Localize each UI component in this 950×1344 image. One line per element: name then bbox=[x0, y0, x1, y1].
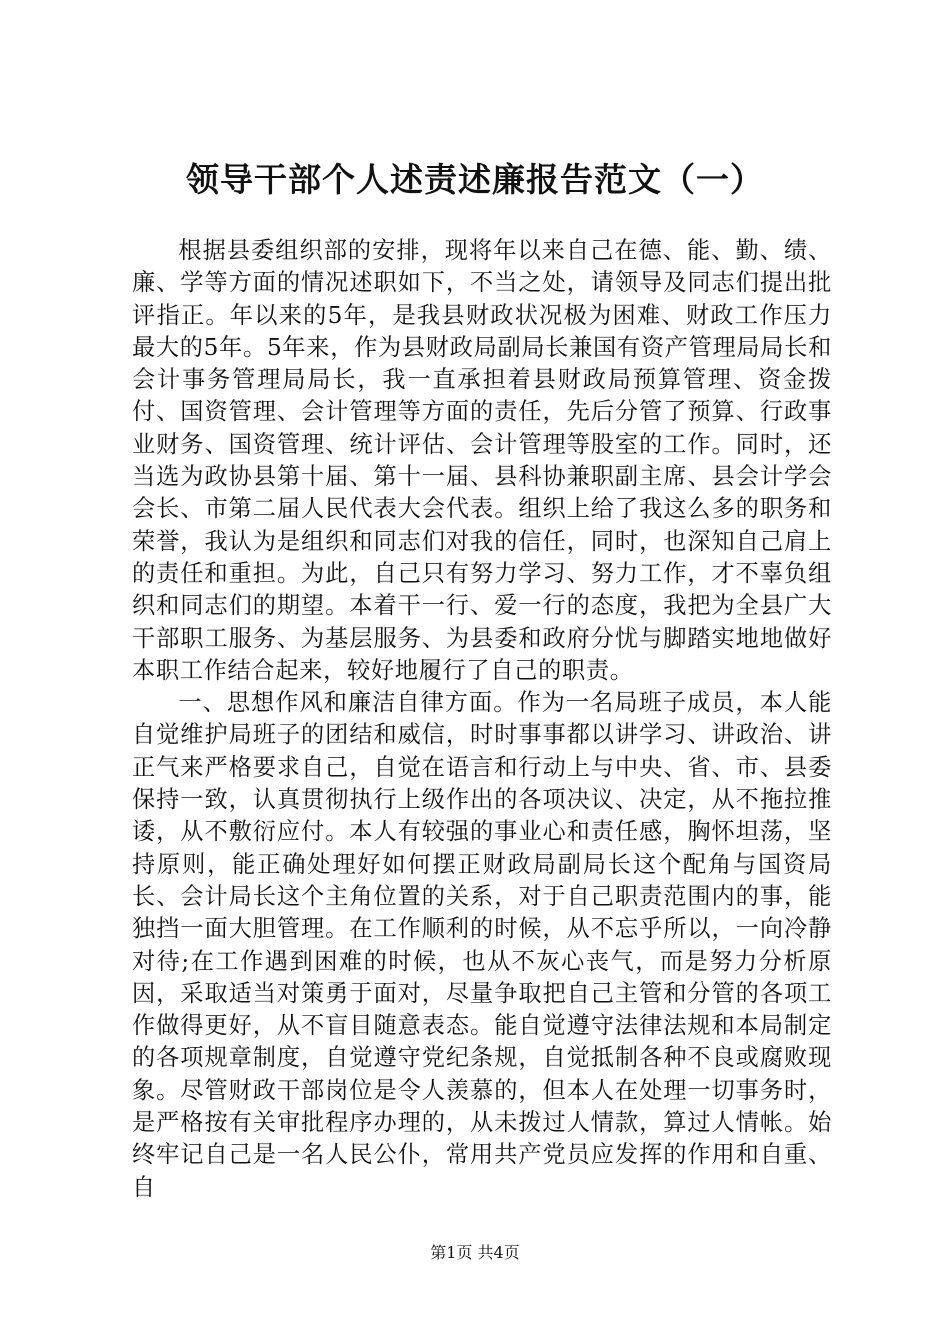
document-body bbox=[132, 235, 832, 1204]
paragraph-ideology-integrity: 一、思想作风和廉洁自律方面。作为一名局班子成员，本人能自觉维护局班子的团结和威信，时时事事都以讲学习、讲政治、讲正气来严格要求自己，自觉在语言和行动上与中央、省、市、县委保持一致，认真贯彻执行上级作出的各项决议、决定，从不拖拉推诿，从不敷衍应付。本人有较强的事业心和责任感，胸怀坦荡，坚持原则，能正确处理好如何摆正财政局副局长这个配角与国资局长、会计局长这个主角位置的关系，对于自己职责范围内的事，能独挡一面大胆管理。在工作顺利的时候，从不忘乎所以，一向冷静对待;在工作遇到困难的时候，也从不灰心丧气，而是努力分析原因，采取适当对策勇于面对，尽量争取把自己主管和分管的各项工作做得更好，从不盲目随意表态。能自觉遵守法律法规和本局制定的各项规章制度，自觉遵守党纪条规，自觉抵制各种不良或腐败现象。尽管财政干部岗位是令人羡慕的，但本人在处理一切事务时，是严格按有关审批程序办理的，从未拨过人情款，算过人情帐。始终牢记自己是一名人民公仆，常用共产党员应发挥的作用和自重、自 bbox=[132, 689, 832, 1201]
page-number-footer: 第1页 共4页 bbox=[430, 1243, 520, 1262]
document-title: 领导干部个人述责述廉报告范文（一） bbox=[186, 160, 764, 199]
paragraph-intro: 根据县委组织部的安排，现将年以来自己在德、能、勤、绩、廉、学等方面的情况述职如下，不当之处，请领导及同志们提出批评指正。年以来的5年，是我县财政状况极为困难、财政工作压力最大的5年。5年来，作为县财政局副局长兼国有资产管理局局长和会计事务管理局局长，我一直承担着县财政局预算管理、资金拨付、国资管理、会计管理等方面的责任，先后分管了预算、行政事业财务、国资管理、统计评估、会计管理等股室的工作。同时，还当选为政协县第十届、第十一届、县科协兼职副主席、县会计学会会长、市第二届人民代表大会代表。组织上给了我这么多的职务和荣誉，我认为是组织和同志们对我的信任，同时，也深知自己肩上的责任和重担。为此，自己只有努力学习、努力工作，才不辜负组织和同志们的期望。本着干一行、爱一行的态度，我把为全县广大干部职工服务、为基层服务、为县委和政府分忧与脚踏实地地做好本职工作结合起来，较好地履行了自己的职责。 bbox=[132, 237, 832, 684]
